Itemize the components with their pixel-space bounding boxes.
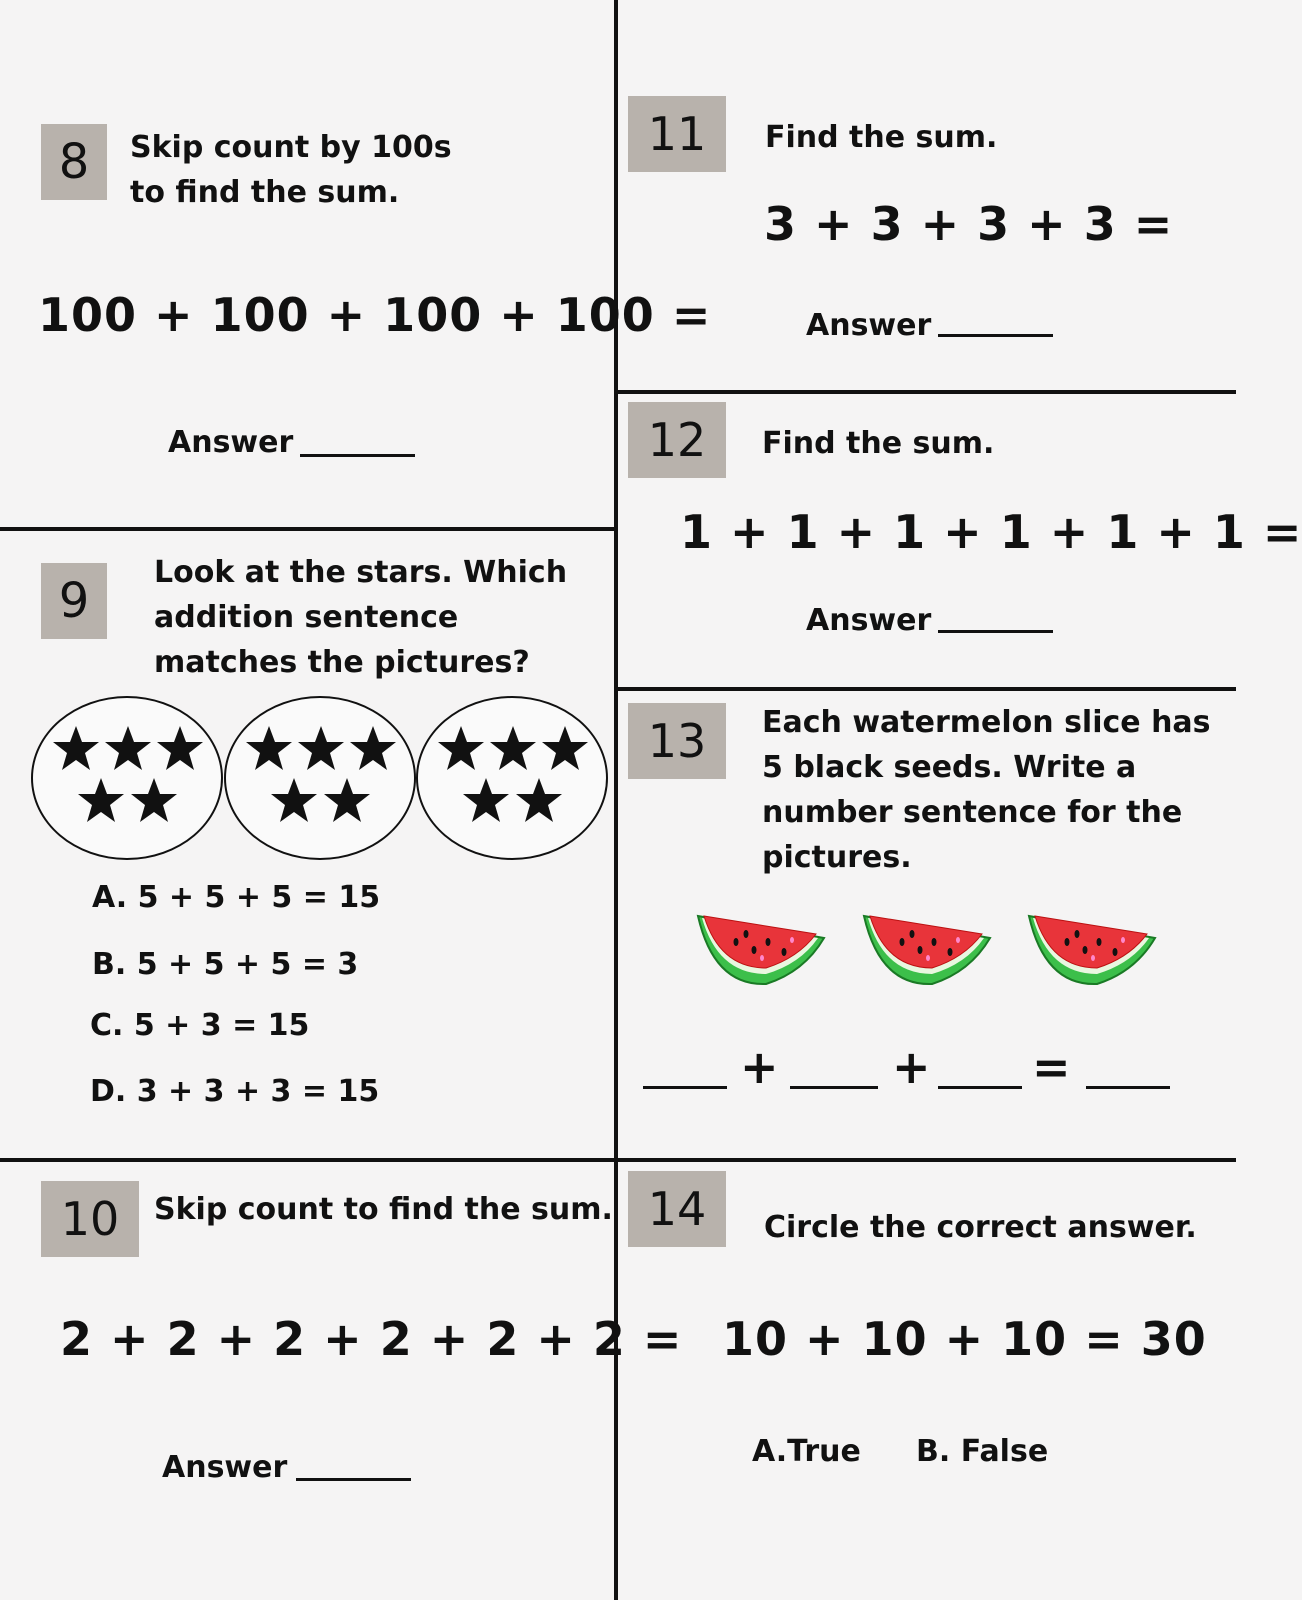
answer-blank[interactable] — [300, 454, 415, 457]
plus-sign: + — [892, 1040, 932, 1094]
question-number-badge: 8 — [41, 124, 107, 200]
star-icon — [461, 776, 511, 826]
star-icon — [514, 776, 564, 826]
star-icon — [103, 724, 153, 774]
answer-blank[interactable] — [938, 630, 1053, 633]
equation: 3 + 3 + 3 + 3 = — [764, 197, 1174, 251]
star-icon — [51, 724, 101, 774]
blank-3[interactable] — [938, 1086, 1022, 1089]
right-divider-3 — [616, 1158, 1236, 1162]
question-text-line: Skip count by 100s — [130, 130, 452, 165]
star-icon — [540, 724, 590, 774]
star-icon — [296, 724, 346, 774]
answer-blank[interactable] — [938, 334, 1053, 337]
question-text-line: Look at the stars. Which — [154, 555, 568, 590]
choice-false[interactable]: B. False — [916, 1434, 1049, 1469]
choice-b[interactable]: B. 5 + 5 + 5 = 3 — [92, 947, 359, 982]
choice-true[interactable]: A.True — [752, 1434, 861, 1469]
equation: 1 + 1 + 1 + 1 + 1 + 1 = — [680, 505, 1302, 559]
choice-d[interactable]: D. 3 + 3 + 3 = 15 — [90, 1074, 380, 1109]
watermelon-slice-icon — [1027, 912, 1157, 992]
watermelon-slice-icon — [696, 912, 826, 992]
answer-label: Answer — [806, 308, 932, 343]
question-text-line: matches the pictures? — [154, 645, 530, 680]
star-group-oval — [416, 696, 608, 860]
question-number-badge: 9 — [41, 563, 107, 639]
equation: 10 + 10 + 10 = 30 — [722, 1312, 1207, 1366]
right-divider-1 — [616, 390, 1236, 394]
question-number-badge: 14 — [628, 1171, 726, 1247]
star-group-oval — [224, 696, 416, 860]
star-icon — [129, 776, 179, 826]
question-number-badge: 11 — [628, 96, 726, 172]
blank-1[interactable] — [643, 1086, 727, 1089]
answer-label: Answer — [162, 1450, 288, 1485]
star-icon — [348, 724, 398, 774]
question-text-line: to find the sum. — [130, 175, 400, 210]
question-text-line: Find the sum. — [765, 120, 998, 155]
watermelon-slice-icon — [862, 912, 992, 992]
left-divider-2 — [0, 1158, 616, 1162]
question-text-line: Circle the correct answer. — [764, 1210, 1197, 1245]
star-icon — [322, 776, 372, 826]
answer-label: Answer — [168, 425, 294, 460]
answer-blank[interactable] — [296, 1478, 411, 1481]
star-icon — [436, 724, 486, 774]
right-divider-2 — [616, 687, 1236, 691]
question-number-badge: 12 — [628, 402, 726, 478]
choice-c[interactable]: C. 5 + 3 = 15 — [90, 1008, 310, 1043]
left-divider-1 — [0, 527, 616, 531]
question-number-badge: 13 — [628, 703, 726, 779]
answer-label: Answer — [806, 603, 932, 638]
question-number-badge: 10 — [41, 1181, 139, 1257]
star-icon — [155, 724, 205, 774]
equation: 2 + 2 + 2 + 2 + 2 + 2 = — [60, 1312, 683, 1366]
star-icon — [269, 776, 319, 826]
star-group-oval — [31, 696, 223, 860]
question-text-line: Find the sum. — [762, 426, 995, 461]
blank-4[interactable] — [1086, 1086, 1170, 1089]
choice-a[interactable]: A. 5 + 5 + 5 = 15 — [92, 880, 381, 915]
blank-2[interactable] — [790, 1086, 878, 1089]
plus-sign: + — [740, 1040, 780, 1094]
question-text-line: number sentence for the — [762, 795, 1183, 830]
question-text-line: pictures. — [762, 840, 912, 875]
star-icon — [488, 724, 538, 774]
star-icon — [244, 724, 294, 774]
star-icon — [76, 776, 126, 826]
question-text-line: 5 black seeds. Write a — [762, 750, 1137, 785]
equals-sign: = — [1032, 1040, 1072, 1094]
equation: 100 + 100 + 100 + 100 = — [38, 288, 712, 342]
question-text-line: Each watermelon slice has — [762, 705, 1211, 740]
question-text-line: addition sentence — [154, 600, 459, 635]
question-text-line: Skip count to find the sum. — [154, 1192, 613, 1227]
